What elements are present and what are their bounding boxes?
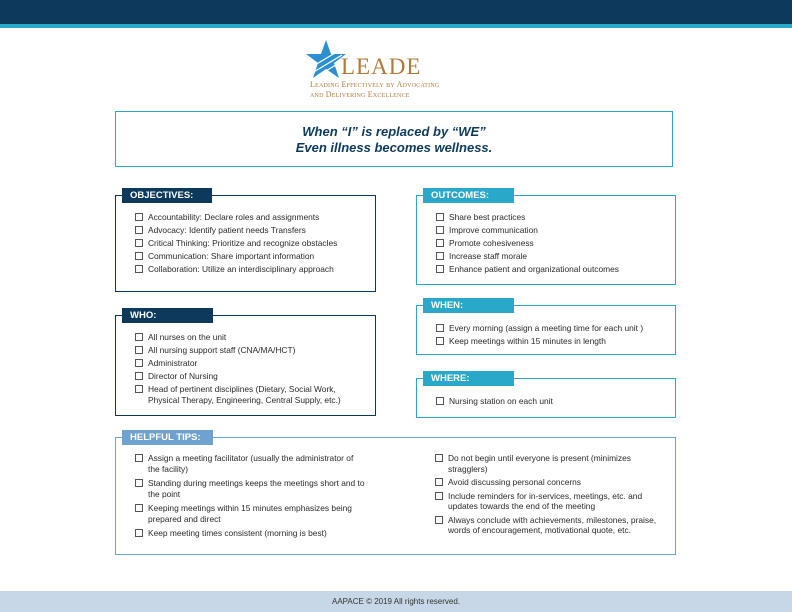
top-accent-line — [0, 24, 792, 28]
when-section — [416, 300, 676, 355]
tips-list-left — [135, 453, 367, 539]
checkbox[interactable] — [436, 324, 444, 332]
checkbox[interactable] — [135, 454, 143, 462]
objectives-title: OBJECTIVES: — [122, 188, 212, 203]
checkbox[interactable] — [135, 385, 143, 393]
checklist-item[interactable]: Nursing station on each unit — [436, 396, 671, 407]
checklist-item[interactable]: Always conclude with achievements, milestones, praise, words of encouragement, motivational quote, etc. — [435, 515, 671, 536]
checkbox[interactable] — [436, 397, 444, 405]
outcomes-title: OUTCOMES: — [423, 188, 514, 203]
checklist-item[interactable]: Advocacy: Identify patient needs Transfers — [135, 225, 370, 236]
checkbox[interactable] — [435, 478, 443, 486]
checkbox[interactable] — [436, 213, 444, 221]
checklist-item[interactable]: Increase staff morale — [436, 251, 671, 262]
checklist-item[interactable]: All nursing support staff (CNA/MA/HCT) — [135, 345, 357, 356]
checkbox[interactable] — [436, 226, 444, 234]
footer-copyright: AAPACE © 2019 All rights reserved. — [0, 591, 792, 612]
checklist-item[interactable]: Do not begin until everyone is present (minimizes stragglers) — [435, 453, 671, 474]
checkbox[interactable] — [436, 265, 444, 273]
outcomes-section — [416, 190, 676, 285]
checklist-item[interactable]: Collaboration: Utilize an interdisciplinary approach — [135, 264, 370, 275]
checkbox[interactable] — [135, 333, 143, 341]
who-section — [115, 310, 376, 416]
where-title: WHERE: — [423, 371, 514, 386]
checkbox[interactable] — [135, 372, 143, 380]
checklist-item[interactable]: Accountability: Declare roles and assignments — [135, 212, 370, 223]
checklist-item[interactable]: Keep meeting times consistent (morning is best) — [135, 528, 367, 539]
checklist-item[interactable]: Standing during meetings keeps the meetings short and to the point — [135, 478, 367, 499]
who-title: WHO: — [122, 308, 213, 323]
checkbox[interactable] — [135, 252, 143, 260]
checkbox[interactable] — [135, 239, 143, 247]
checkbox[interactable] — [436, 337, 444, 345]
checkbox[interactable] — [435, 492, 443, 500]
checkbox[interactable] — [436, 239, 444, 247]
checklist-item[interactable]: Keeping meetings within 15 minutes emphasizes being prepared and direct — [135, 503, 367, 524]
checklist-item[interactable]: Every morning (assign a meeting time for each unit ) — [436, 323, 671, 334]
checklist-item[interactable]: Assign a meeting facilitator (usually the administrator of the facility) — [135, 453, 367, 474]
when-list — [436, 323, 671, 349]
checkbox[interactable] — [135, 346, 143, 354]
checkbox[interactable] — [135, 504, 143, 512]
checkbox[interactable] — [135, 529, 143, 537]
checkbox[interactable] — [436, 252, 444, 260]
objectives-section — [115, 190, 376, 292]
where-list — [436, 396, 671, 409]
logo-tagline-1: Leading Effectively by Advocating — [310, 80, 440, 89]
checklist-item[interactable]: Critical Thinking: Prioritize and recognize obstacles — [135, 238, 370, 249]
tips-list-right — [435, 453, 671, 536]
objectives-list — [135, 212, 370, 277]
checkbox[interactable] — [135, 265, 143, 273]
when-title: WHEN: — [423, 298, 514, 313]
checkbox[interactable] — [435, 454, 443, 462]
helpful-tips-title: HELPFUL TIPS: — [122, 430, 213, 445]
checklist-item[interactable]: Avoid discussing personal concerns — [435, 477, 671, 488]
who-list — [135, 332, 357, 408]
motto-line-1: When “I” is replaced by “WE” — [302, 124, 486, 139]
checkbox[interactable] — [135, 359, 143, 367]
checklist-item[interactable]: Share best practices — [436, 212, 671, 223]
checkbox[interactable] — [435, 516, 443, 524]
where-section — [416, 373, 676, 418]
outcomes-list — [436, 212, 671, 277]
checklist-item[interactable]: Keep meetings within 15 minutes in length — [436, 336, 671, 347]
checkbox[interactable] — [135, 479, 143, 487]
checklist-item[interactable]: Enhance patient and organizational outcomes — [436, 264, 671, 275]
logo-wordmark: LEADE — [341, 54, 422, 79]
helpful-tips-section — [115, 432, 676, 555]
checkbox[interactable] — [135, 226, 143, 234]
top-banner — [0, 0, 792, 24]
motto-box — [115, 111, 673, 167]
leade-logo — [304, 38, 504, 100]
checklist-item[interactable]: Include reminders for in-services, meetings, etc. and updates towards the end of the meeting — [435, 491, 671, 512]
checklist-item[interactable]: Head of pertinent disciplines (Dietary, Social Work, Physical Therapy, Engineering, Central Supply, etc.) — [135, 384, 357, 405]
checklist-item[interactable]: Communication: Share important information — [135, 251, 370, 262]
checklist-item[interactable]: Director of Nursing — [135, 371, 357, 382]
checklist-item[interactable]: All nurses on the unit — [135, 332, 357, 343]
checklist-item[interactable]: Administrator — [135, 358, 357, 369]
checklist-item[interactable]: Improve communication — [436, 225, 671, 236]
checklist-item[interactable]: Promote cohesiveness — [436, 238, 671, 249]
checkbox[interactable] — [135, 213, 143, 221]
motto-line-2: Even illness becomes wellness. — [295, 140, 493, 155]
logo-tagline-2: and Delivering Excellence — [310, 90, 410, 99]
